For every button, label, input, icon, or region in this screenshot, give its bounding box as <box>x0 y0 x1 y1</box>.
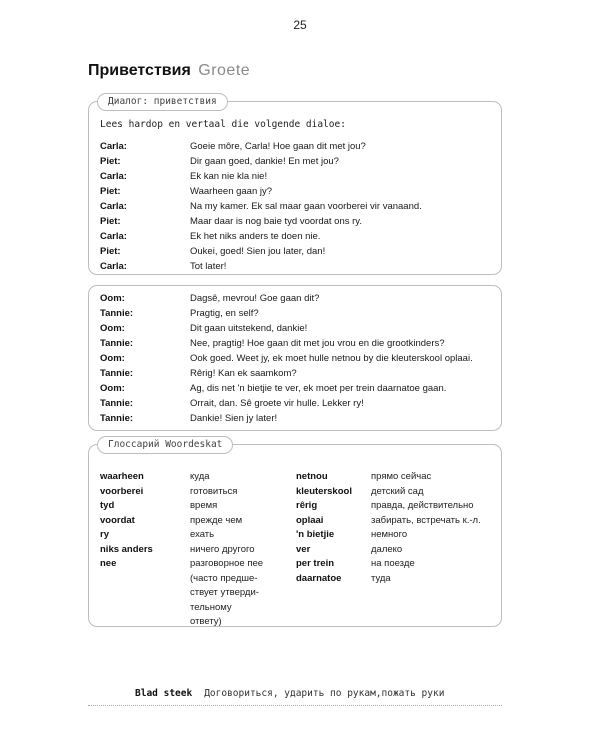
glossary-translation: время <box>190 500 218 511</box>
speaker-name: Carla: <box>100 261 127 272</box>
speaker-name: Carla: <box>100 141 127 152</box>
glossary-term: netnou <box>296 471 328 482</box>
glossary-translation: туда <box>371 572 391 584</box>
dialogue-row <box>100 411 473 426</box>
speaker-name: Piet: <box>100 246 121 257</box>
dialogue-box-1 <box>88 96 502 275</box>
glossary-right-translations <box>371 470 501 586</box>
glossary-term: kleuterskool <box>296 485 352 497</box>
dialogue-row <box>100 396 473 411</box>
section-title-main: Приветствия <box>88 62 191 79</box>
footer-divider <box>88 705 502 706</box>
dialogue-line: Tot later! <box>190 261 227 272</box>
speaker-name: Tannie: <box>100 368 134 379</box>
glossary-term: tyd <box>100 500 115 511</box>
dialogue-instruction: Lees hardop en vertaal die volgende dialoe: <box>100 119 346 130</box>
dialogue-line: Dagsê, mevrou! Goe gaan dit? <box>190 293 320 304</box>
dialogue-line: Nee, pragtig! Hoe gaan dit met jou vrou en die grootkinders? <box>190 338 445 349</box>
dialogue-label: Диалог: приветствия <box>97 93 228 111</box>
speaker-name: Carla: <box>100 171 127 182</box>
glossary-translation: разговорное пее <box>190 558 264 569</box>
dialogue-row <box>100 321 473 336</box>
glossary-translation: прямо сейчас <box>371 471 432 482</box>
dialogue-line: Dankie! Sien jy later! <box>190 413 278 424</box>
dialogue-row <box>100 381 473 396</box>
dialogue-row <box>100 366 473 381</box>
glossary-term: per trein <box>296 558 335 569</box>
glossary-box <box>88 439 502 627</box>
dialogue-line: Goeie môre, Carla! Hoe gaan dit met jou? <box>190 141 366 152</box>
glossary-term: niks anders <box>100 543 153 555</box>
glossary-term: 'n bietjie <box>296 529 335 540</box>
dialogue-line: Maar daar is nog baie tyd voordat ons ry. <box>190 216 362 227</box>
glossary-term: ry <box>100 529 109 540</box>
speaker-name: Oom: <box>100 353 125 364</box>
dialogue-row <box>100 306 473 321</box>
glossary-term: oplaai <box>296 514 324 526</box>
dialogue-row <box>100 199 422 214</box>
glossary-translation: далеко <box>371 543 403 555</box>
dialogue-line: Ag, dis net 'n bietjie te ver, ek moet per trein daarnatoe gaan. <box>190 383 447 394</box>
dialogue-line: Ook goed. Weet jy, ek moet hulle netnou by die kleuterskool oplaai. <box>190 353 473 364</box>
dialogue-row <box>100 259 422 274</box>
dialogue-line: Dir gaan goed, dankie! En met jou? <box>190 156 339 167</box>
glossary-term: daarnatoe <box>296 572 342 584</box>
glossary-translation: на поезде <box>371 558 415 569</box>
glossary-label: Глоссарий Woordeskat <box>97 436 233 454</box>
glossary-translation: немного <box>371 529 408 540</box>
glossary-translation: ничего другого <box>190 543 255 555</box>
speaker-name: Carla: <box>100 231 127 242</box>
speaker-name: Oom: <box>100 323 125 334</box>
dialogue-line: Rêrig! Kan ek saamkom? <box>190 368 297 379</box>
section-title-sub: Groete <box>198 62 251 79</box>
dialogue-box-2 <box>88 285 502 431</box>
dialogue-line: Ek kan nie kla nie! <box>190 171 268 182</box>
speaker-name: Carla: <box>100 201 127 212</box>
page-number: 25 <box>293 18 307 32</box>
glossary-left-terms <box>100 470 188 572</box>
footer-definition: Договориться, ударить по рукам,пожать руки <box>204 688 445 699</box>
dialogue-row <box>100 214 422 229</box>
section-title <box>88 62 250 80</box>
speaker-name: Piet: <box>100 186 121 197</box>
dialogue-row <box>100 154 422 169</box>
speaker-name: Tannie: <box>100 338 134 349</box>
dialogue-line: Ek het niks anders te doen nie. <box>190 231 321 242</box>
dialogue-line: Dit gaan uitstekend, dankie! <box>190 323 308 334</box>
dialogue-row <box>100 244 422 259</box>
glossary-term: voordat <box>100 514 135 526</box>
speaker-name: Oom: <box>100 383 125 394</box>
glossary-term: waarheen <box>100 471 144 482</box>
glossary-translation: прежде чем <box>190 514 243 526</box>
dialogue-row <box>100 184 422 199</box>
glossary-term: ver <box>296 543 311 555</box>
dialogue-line: Orrait, dan. Sê groete vir hulle. Lekker ry! <box>190 398 364 409</box>
glossary-translation: (часто предше- <box>190 572 258 584</box>
glossary-translation: готовиться <box>190 485 238 497</box>
glossary-translation: забирать, встречать к.-л. <box>371 514 481 526</box>
dialogue-line: Pragtig, en self? <box>190 308 259 319</box>
glossary-translation: тельному <box>190 601 232 613</box>
footer-term: Blad steek <box>135 688 193 699</box>
speaker-name: Tannie: <box>100 308 134 319</box>
speaker-name: Oom: <box>100 293 125 304</box>
dialogue-row <box>100 229 422 244</box>
speaker-name: Piet: <box>100 156 121 167</box>
dialogue-row <box>100 139 422 154</box>
dialogue-row <box>100 291 473 306</box>
speaker-name: Tannie: <box>100 413 134 424</box>
glossary-translation: правда, действительно <box>371 500 474 511</box>
glossary-translation: ствует утверди- <box>190 587 259 598</box>
glossary-left-translations <box>190 470 290 630</box>
speaker-name: Piet: <box>100 216 121 227</box>
dialogue-1-lines <box>100 139 422 274</box>
glossary-term: nee <box>100 558 117 569</box>
dialogue-row <box>100 169 422 184</box>
speaker-name: Tannie: <box>100 398 134 409</box>
dialogue-line: Waarheen gaan jy? <box>190 186 273 197</box>
glossary-translation: детский сад <box>371 485 424 497</box>
dialogue-row <box>100 336 473 351</box>
glossary-right-terms <box>296 470 374 586</box>
glossary-term: rêrig <box>296 500 318 511</box>
glossary-translation: куда <box>190 471 210 482</box>
glossary-translation: ехать <box>190 529 215 540</box>
dialogue-line: Oukei, goed! Sien jou later, dan! <box>190 246 326 257</box>
glossary-translation: ответу) <box>190 616 222 627</box>
dialogue-row <box>100 351 473 366</box>
footer-phrase <box>135 688 515 699</box>
dialogue-line: Na my kamer. Ek sal maar gaan voorberei vir vanaand. <box>190 201 422 212</box>
dialogue-2-lines <box>100 291 473 426</box>
glossary-term: voorberei <box>100 485 144 497</box>
